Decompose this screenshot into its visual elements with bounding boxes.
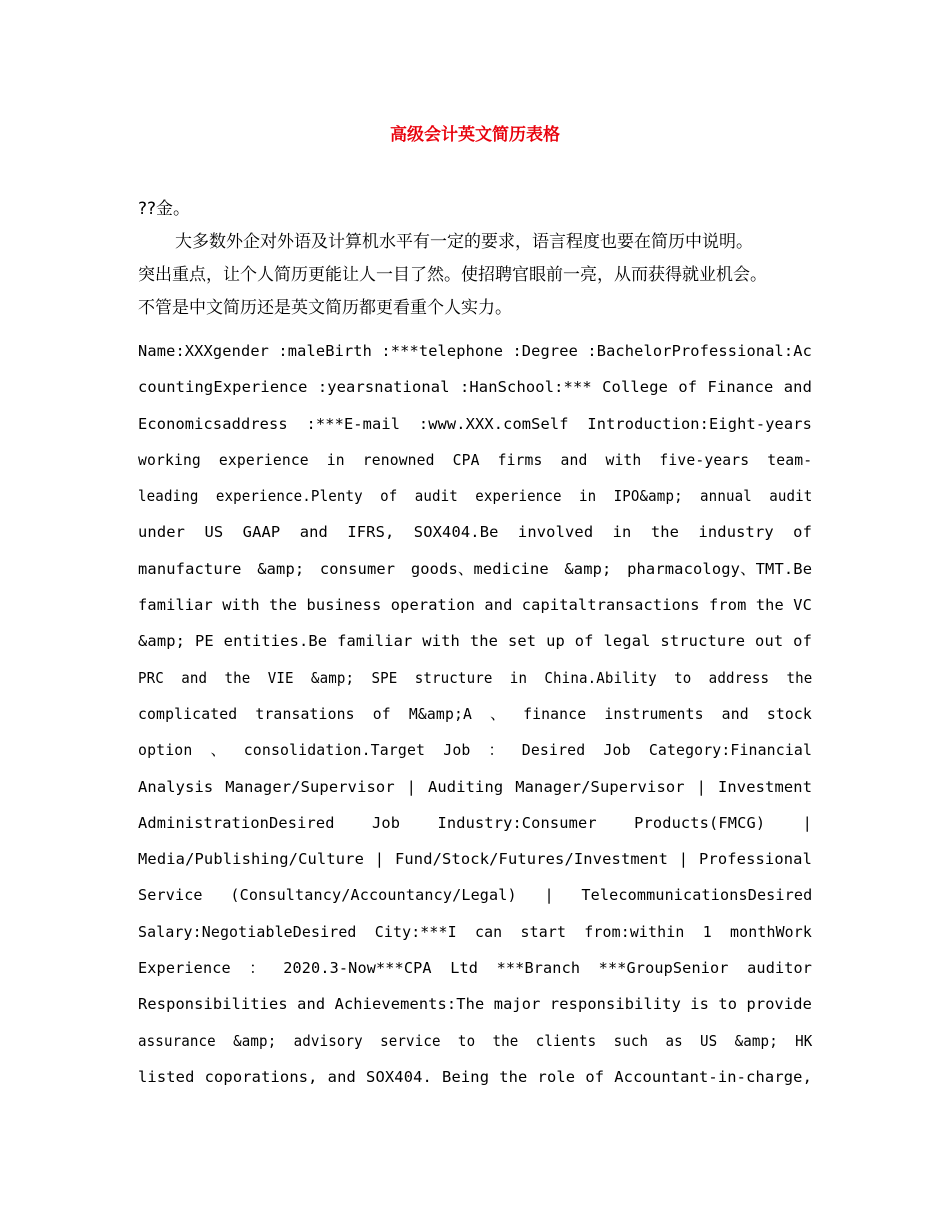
body-line: leading experience.Plenty of audit experience in IPO&amp; annual audit	[138, 487, 813, 506]
body-line: manufacture &amp; consumer goods、medicine &amp; pharmacology、TMT.Be	[138, 559, 813, 578]
body-line: familiar with the business operation and capitaltransactions from the VC	[138, 596, 812, 615]
body-line: Salary:NegotiableDesired City:***I can start from:within 1 monthWork	[138, 922, 812, 941]
body-line: &amp; PE entities.Be familiar with the set up of legal structure out of	[138, 632, 812, 651]
intro-line: 突出重点，让个人简历更能让人一目了然。使招聘官眼前一亮，从而获得就业机会。	[138, 265, 767, 285]
intro-section	[138, 193, 828, 325]
body-line: Media/Publishing/Culture | Fund/Stock/Futures/Investment | Professional	[138, 850, 812, 869]
body-line: Responsibilities and Achievements:The major responsibility is to provide	[138, 995, 812, 1014]
body-line: complicated transations of M&amp;A 、 finance instruments and stock	[138, 704, 812, 723]
body-line: assurance &amp; advisory service to the clients such as US &amp; HK	[138, 1031, 813, 1050]
body-line: countingExperience :yearsnational :HanSchool:*** College of Finance and	[138, 378, 812, 397]
body-line: PRC and the VIE &amp; SPE structure in China.Ability to address the	[138, 668, 813, 687]
document-title: 高级会计英文简历表格	[390, 125, 560, 145]
body-line: Experience ： 2020.3-Now***CPA Ltd ***Branch ***GroupSenior auditor	[138, 959, 813, 978]
body-line: listed coporations, and SOX404. Being the role of Accountant-in-charge,	[138, 1067, 812, 1086]
body-line: working experience in renowned CPA firms and with five-years team-	[138, 450, 813, 469]
body-line: Service (Consultancy/Accountancy/Legal) | TelecommunicationsDesired	[138, 886, 813, 905]
body-line: Economicsaddress :***E-mail :www.XXX.comSelf Introduction:Eight-years	[138, 414, 812, 433]
body-line: Analysis Manager/Supervisor | Auditing Manager/Supervisor | Investment	[138, 777, 813, 796]
intro-line: ??金。	[138, 199, 191, 219]
intro-line: 大多数外企对外语及计算机水平有一定的要求，语言程度也要在简历中说明。	[175, 232, 753, 252]
body-line: under US GAAP and IFRS, SOX404.Be involved in the industry of	[138, 523, 812, 542]
body-line: Name:XXXgender :maleBirth :***telephone :Degree :BachelorProfessional:Ac	[138, 342, 812, 360]
resume-body	[138, 333, 812, 1095]
body-line: AdministrationDesired Job Industry:Consumer Products(FMCG) |	[138, 813, 812, 832]
intro-line: 不管是中文简历还是英文简历都更看重个人实力。	[138, 298, 512, 318]
body-line: option 、 consolidation.Target Job ： Desired Job Category:Financial	[138, 741, 813, 760]
